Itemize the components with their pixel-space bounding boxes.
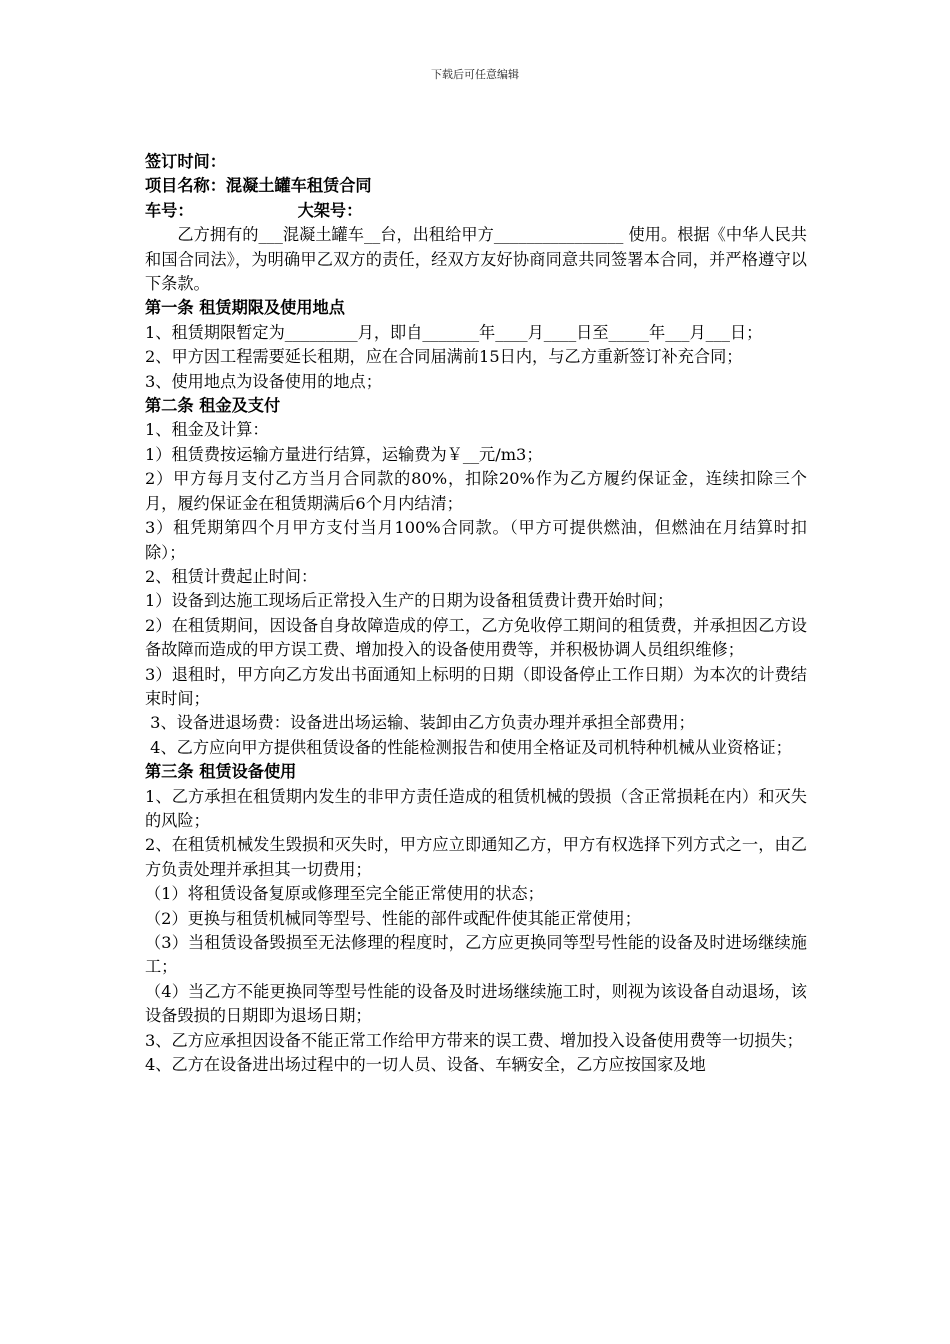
clause-2-4: 4、乙方应向甲方提供租赁设备的性能检测报告和使用全格证及司机特种机械从业资格证；: [145, 737, 792, 757]
clause-1-2: 2、甲方因工程需要延长租期，应在合同届满前15日内，与乙方重新签订补充合同；: [145, 347, 743, 367]
frame-number-label: 大架号：: [297, 200, 363, 220]
clause-2-1-3: 3）租凭期第四个月甲方支付当月100%合同款。（甲方可提供燃油，但燃油在月结算时扣除）；: [145, 518, 807, 562]
clause-1-3: 3、使用地点为设备使用的地点；: [145, 371, 382, 391]
clause-3-2: 2、在租赁机械发生毁损和灭失时，甲方应立即通知乙方，甲方有权选择下列方式之一，由乙方负责处理并承担其一切费用；: [145, 835, 807, 879]
clause-2-2-1: 1）设备到达施工现场后正常投入生产的日期为设备租赁费计费开始时间；: [145, 591, 674, 611]
clause-3-2-2: （2）更换与租赁机械同等型号、性能的部件或配件使其能正常使用；: [145, 908, 641, 928]
clause-2-2-2: 2）在租赁期间，因设备自身故障造成的停工，乙方免收停工期间的租赁费，并承担因乙方设备故障而造成的甲方误工费、增加投入的设备使用费等，并积极协调人员组织维修；: [145, 615, 807, 660]
car-number-line: [145, 199, 807, 223]
clause-3-1: 1、乙方承担在租赁期内发生的非甲方责任造成的租赁机械的毁损（含正常损耗在内）和灭失的风险；: [145, 786, 807, 830]
clause-3-4: 4、乙方在设备进出场过程中的一切人员、设备、车辆安全，乙方应按国家及地: [145, 1055, 706, 1075]
clause-2-1-2: 2）甲方每月支付乙方当月合同款的80%，扣除20%作为乙方履约保证金，连续扣除三个月，履约保证金在租赁期满后6个月内结清；: [145, 469, 807, 513]
sign-time: 签订时间：: [145, 152, 226, 171]
clause-1-1: 1、租赁期限暂定为_________月，即自_______年____月____日至_____年___月___日；: [145, 322, 763, 342]
clause-3-2-4: （4）当乙方不能更换同等型号性能的设备及时进场继续施工时，则视为该设备自动退场，该设备毁损的日期即为退场日期；: [145, 981, 807, 1026]
clause-2-2-3: 3）退租时，甲方向乙方发出书面通知上标明的日期（即设备停止工作日期）为本次的计费结束时间；: [145, 664, 807, 708]
clause-3-3: 3、乙方应承担因设备不能正常工作给甲方带来的误工费、增加投入设备使用费等一切损失；: [145, 1030, 803, 1050]
contract-document: [145, 150, 807, 1077]
intro-paragraph: 乙方拥有的___混凝土罐车__台，出租给甲方________________ 使用。根据《中华人民共和国合同法》，为明确甲乙双方的责任，经双方友好协商同意共同签署本合同，并严格遵守以下条款。: [145, 225, 807, 294]
car-number-label: 车号：: [145, 200, 194, 220]
clause-2-3: 3、设备进退场费：设备进出场运输、装卸由乙方负责办理并承担全部费用；: [145, 713, 695, 733]
section-3-title: 第三条 租赁设备使用: [145, 762, 297, 782]
section-2-title: 第二条 租金及支付: [145, 396, 281, 416]
page-header: 下载后可任意编辑: [431, 68, 519, 81]
clause-3-2-3: （3）当租赁设备毁损至无法修理的程度时，乙方应更换同等型号性能的设备及时进场继续施工；: [145, 933, 807, 977]
clause-3-2-1: （1）将租赁设备复原或修理至完全能正常使用的状态；: [145, 884, 544, 904]
section-1-title: 第一条 租赁期限及使用地点: [145, 298, 345, 318]
clause-2-1: 1、租金及计算：: [145, 420, 269, 440]
project-name: 项目名称：混凝土罐车租赁合同: [145, 176, 372, 196]
clause-2-1-1: 1）租赁费按运输方量进行结算，运输费为￥__元/m3；: [145, 444, 543, 464]
clause-2-2: 2、租赁计费起止时间：: [145, 566, 318, 586]
